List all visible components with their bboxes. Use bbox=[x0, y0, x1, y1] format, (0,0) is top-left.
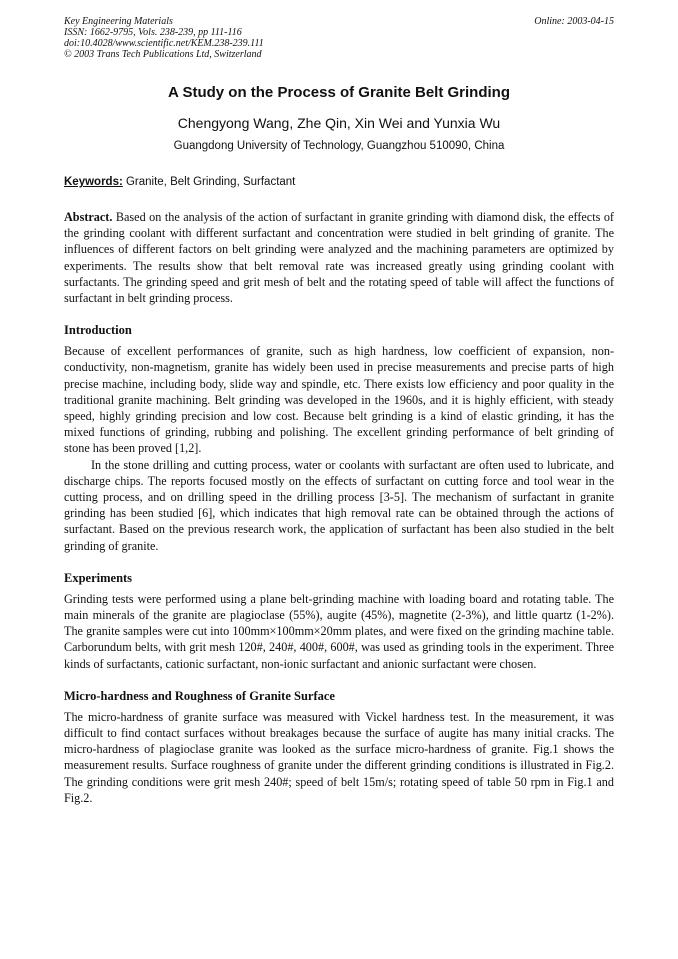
section-heading-experiments: Experiments bbox=[64, 570, 133, 585]
author-list: Chengyong Wang, Zhe Qin, Xin Wei and Yunxia Wu bbox=[177, 115, 501, 131]
paper-page bbox=[64, 16, 614, 806]
copyright-line: © 2003 Trans Tech Publications Ltd, Switzerland bbox=[64, 49, 262, 60]
section-experiments bbox=[64, 591, 614, 672]
paragraph: Because of excellent performances of granite, such as high hardness, low coefficient of expansion, non-conductivity, non-magnetism, granite has widely been used in precise measurements and precise parts of high precise machine, including body, slide way and spindle, etc. There exists low efficiency and poor quality in the traditional granite machining. Belt grinding was developed in the 1960s, and it is highly efficient, with steady speed, highly grinding precision and low cost. Because belt grinding is a kind of elastic grinding, it has the mixed functions of grinding, rubbing and polishing. The excellent grinding performance of belt grinding of stone has been proved [1,2]. bbox=[64, 344, 614, 456]
paragraph: In the stone drilling and cutting process, water or coolants with surfactant are often used to lubricate, and discharge chips. The reports focused mostly on the effects of surfactant on cutting force and tool wear in the cutting process, and on drilling speed in the drilling process [3-5]. The mechanism of surfactant in granite grinding has been studied [6], which indicates that high removal rate can be obtained through the actions of surfactant. Based on the previous research work, the application of surfactant has been also studied in the belt grinding of granite. bbox=[64, 457, 614, 553]
section-heading-introduction: Introduction bbox=[64, 323, 132, 338]
section-microhardness bbox=[64, 709, 614, 806]
abstract bbox=[64, 209, 614, 306]
abstract-text: Based on the analysis of the action of surfactant in granite grinding with diamond disk, the effects of the grinding coolant with different surfactant and concentration were studied in belt grinding of granite. The influences of different factors on belt grinding were analyzed and the machining parameters are optimized by experiments. The results show that belt removal rate was increased greatly using grinding coolant with surfactants. The grinding speed and grit mesh of belt and the rotating speed of table will affect the functions of surfactant in belt grinding process. bbox=[64, 210, 614, 306]
journal-header bbox=[64, 16, 614, 60]
paragraph: Grinding tests were performed using a plane belt-grinding machine with loading board and rotating table. The main minerals of the granite are plagioclase (55%), augite (45%), magnetite (2-3%), and little quartz (1-2%). The granite samples were cut into 100mm×100mm×20mm plates, and were fixed on the grinding machine table. Carborundum belts, with grit mesh 120#, 240#, 400#, 600#, was used as grinding tools in the experiment. Three kinds of surfactants, cationic surfactant, non-ionic surfactant and anionic surfactant were chosen. bbox=[64, 591, 614, 671]
section-introduction bbox=[64, 343, 614, 554]
paragraph: The micro-hardness of granite surface was measured with Vickel hardness test. In the measurement, it was difficult to find contact surfaces without breakages because the surface of augite has many initial cracks. The micro-hardness of plagioclase granite was looked as the surface micro-hardness of granite. Fig.1 shows the measurement results. Surface roughness of granite under the different grinding conditions is illustrated in Fig.2. The grinding conditions were grit mesh 240#; speed of belt 15m/s; rotating speed of table 50 rpm in Fig.1 and Fig.2. bbox=[64, 709, 614, 805]
abstract-label: Abstract. bbox=[64, 210, 113, 224]
doi-line: doi:10.4028/www.scientific.net/KEM.238-239.111 bbox=[64, 38, 264, 49]
online-date: Online: 2003-04-15 bbox=[534, 16, 614, 27]
affiliation: Guangdong University of Technology, Guangzhou 510090, China bbox=[173, 140, 505, 152]
keywords-label: Keywords: bbox=[64, 176, 123, 188]
journal-name: Key Engineering Materials bbox=[64, 16, 173, 27]
keywords-text: Granite, Belt Grinding, Surfactant bbox=[122, 176, 296, 188]
paper-title: A Study on the Process of Granite Belt Grinding bbox=[168, 84, 510, 101]
section-heading-microhardness: Micro-hardness and Roughness of Granite Surface bbox=[64, 688, 335, 703]
keywords bbox=[64, 175, 614, 189]
issn-line: ISSN: 1662-9795, Vols. 238-239, pp 111-116 bbox=[64, 27, 242, 38]
